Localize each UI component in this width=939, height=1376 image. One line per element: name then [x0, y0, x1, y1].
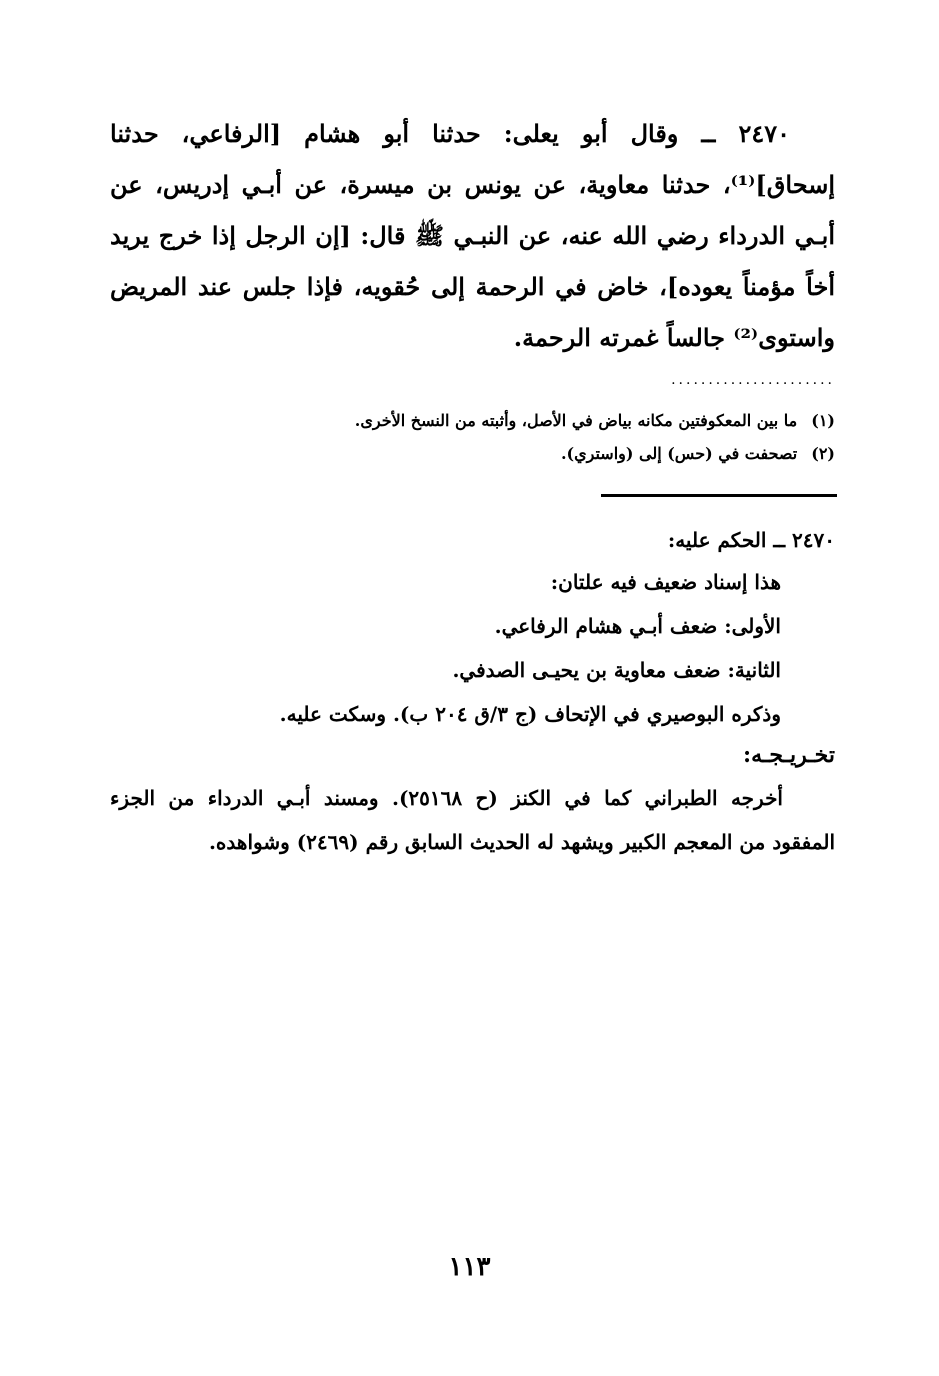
hadith-line: ٢٤٧٠ ــ وقال أبو يعلى: حدثنا أبو هشام [الرفاعي، حدثنا — [110, 119, 791, 148]
footnote-item — [135, 437, 835, 470]
ruling-line: الأولى: ضعف أبـي هشام الرفاعي. — [494, 614, 781, 638]
footnote-number: (٢) — [811, 444, 835, 463]
footnote-number: (١) — [811, 411, 835, 430]
hadith-line: إسحاق]⁽¹⁾، حدثنا معاوية، عن يونس بن ميسرة، عن أبـي إدريس، عن — [110, 170, 835, 199]
ruling-heading: ٢٤٧٠ ــ الحكم عليه: — [667, 528, 835, 552]
takhrij-heading: تخـريـجـه: — [742, 742, 835, 768]
hadith-line: واستوى⁽²⁾ جالساً غمرته الرحمة. — [513, 323, 835, 352]
hadith-text — [110, 108, 835, 363]
footnote-item — [135, 404, 835, 437]
footnote-dotted-separator: ...................... — [671, 372, 835, 388]
footnote-text: ما بين المعكوفتين مكانه بياض في الأصل، وأثبته من النسخ الأخرى. — [354, 411, 798, 430]
ruling-line: هذا إسناد ضعيف فيه علتان: — [550, 570, 781, 594]
section-divider — [601, 494, 837, 497]
takhrij-body — [110, 776, 835, 864]
ruling-line: الثانية: ضعف معاوية بن يحيـى الصدفي. — [452, 658, 781, 682]
footnote-text: تصحفت في (حس) إلى (واستري). — [560, 444, 798, 463]
hadith-line: أخاً مؤمناً يعوده]، خاض في الرحمة إلى حُقويه، فإذا جلس عند المريض — [110, 272, 835, 301]
ruling-body — [95, 560, 835, 736]
takhrij-line: المفقود من المعجم الكبير ويشهد له الحديث السابق رقم (٢٤٦٩) وشواهده. — [208, 830, 835, 854]
page-number: ١١٣ — [448, 1252, 491, 1282]
takhrij-line: أخرجه الطبراني كما في الكنز (ح ٢٥١٦٨). ومسند أبـي الدرداء من الجزء — [110, 786, 783, 810]
ruling-section — [95, 520, 835, 736]
footnotes — [135, 404, 835, 470]
ruling-line: وذكره البوصيري في الإتحاف (ج ٣/ق ٢٠٤ ب). وسكت عليه. — [279, 702, 781, 726]
hadith-line: أبـي الدرداء رضي الله عنه، عن النبـي ﷺ قال: [إن الرجل إذا خرج يريد — [110, 221, 835, 250]
